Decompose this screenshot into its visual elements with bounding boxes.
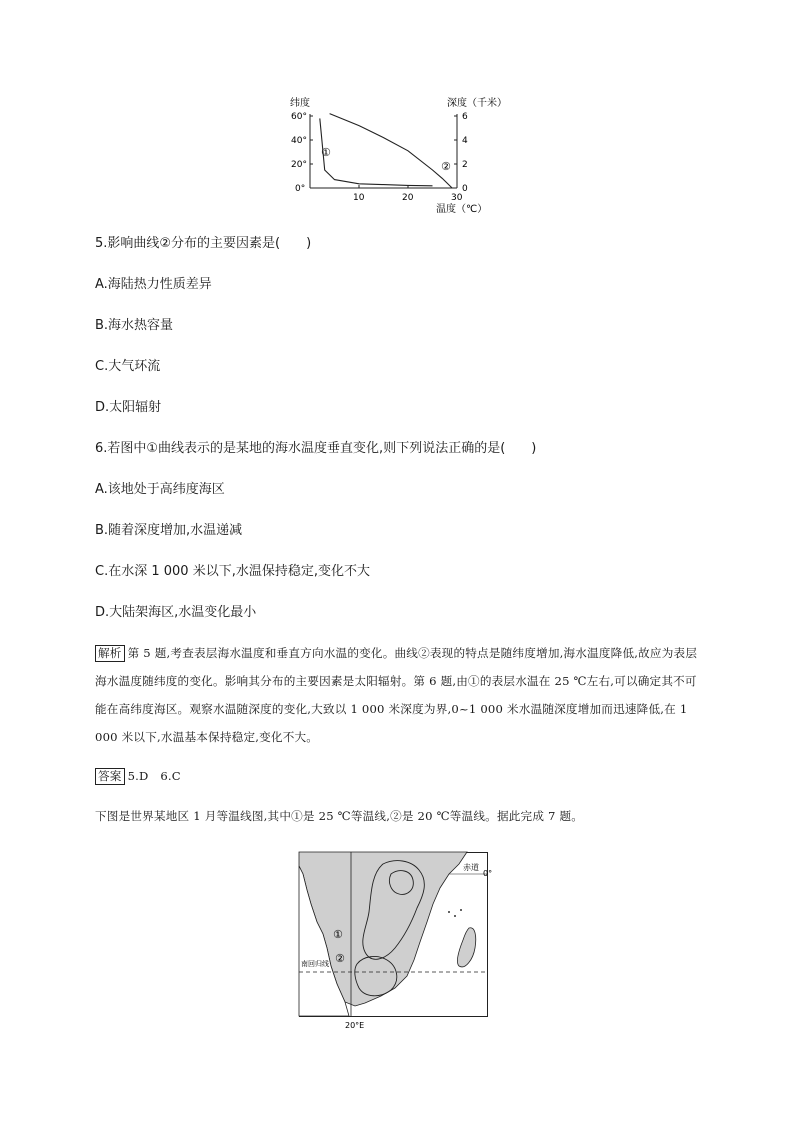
left-tick-label: 20° [291,160,307,170]
analysis-block [95,639,707,751]
question-5-option-d: D.太阳辐射 [95,400,162,415]
equator-label: 赤道 [463,863,479,872]
curve-1-label: ① [321,146,331,159]
iso2-label: ② [335,952,345,965]
left-tick-label: 40° [291,136,307,146]
question-7-intro: 下图是世界某地区 1 月等温线图,其中①是 25 ℃等温线,②是 20 ℃等温线。据此完成 7 题。 [95,809,584,823]
curve-2-label: ② [441,160,451,173]
right-tick-label: 4 [462,136,468,146]
y-right-axis-label: 深度（千米） [447,98,507,109]
isotherm-map [299,852,493,1032]
y-left-axis-label: 纬度 [290,98,310,109]
question-6-option-d: D.大陆架海区,水温变化最小 [95,605,257,620]
question-5-title: 5.影响曲线②分布的主要因素是( ) [95,236,312,251]
x-axis-label: 温度（℃） [436,204,488,215]
x-tick-label: 30 [451,193,463,203]
question-6-option-b: B.随着深度增加,水温递减 [95,523,243,538]
analysis-text: 第 5 题,考查表层海水温度和垂直方向水温的变化。曲线②表现的特点是随纬度增加,海水温度降低,故应为表层海水温度随纬度的变化。影响其分布的主要因素是太阳辐射。第 6 题,由①的表层水温在 25 ℃左右,可以确定其不可能在高纬度海区。观察水温随深度的变化,大致以 1 000 米深度为界,0~1 000 米水温随深度增加而迅速降低,在 1 000 米以下,水温基本保持稳定,变化不大。 [95,646,698,744]
analysis-tag: 解析 [95,645,125,662]
left-tick-label: 60° [291,112,307,122]
x-tick-label: 20 [402,193,414,203]
curve-1 [320,118,433,185]
question-5-option-c: C.大气环流 [95,359,161,374]
tropic-label: 南回归线 [301,960,329,968]
question-6-option-a: A.该地处于高纬度海区 [95,482,225,497]
right-tick-label: 0 [462,184,468,194]
question-6-title: 6.若图中①曲线表示的是某地的海水温度垂直变化,则下列说法正确的是( ) [95,441,537,456]
temperature-chart [280,92,510,216]
answer-block [95,762,707,790]
curve-2 [330,114,453,188]
left-tick-label: 0° [295,184,306,194]
question-5-option-b: B.海水热容量 [95,318,174,333]
iso1-label: ① [333,928,343,941]
lon-label: 20°E [345,1021,365,1030]
lat0-label: 0° [483,869,493,878]
x-tick-label: 10 [353,193,365,203]
right-tick-label: 2 [462,160,468,170]
right-tick-label: 6 [462,112,468,122]
question-5-option-a: A.海陆热力性质差异 [95,277,212,292]
question-6-option-c: C.在水深 1 000 米以下,水温保持稳定,变化不大 [95,564,370,579]
answer-text: 5.D 6.C [127,769,181,783]
answer-tag: 答案 [95,768,125,785]
